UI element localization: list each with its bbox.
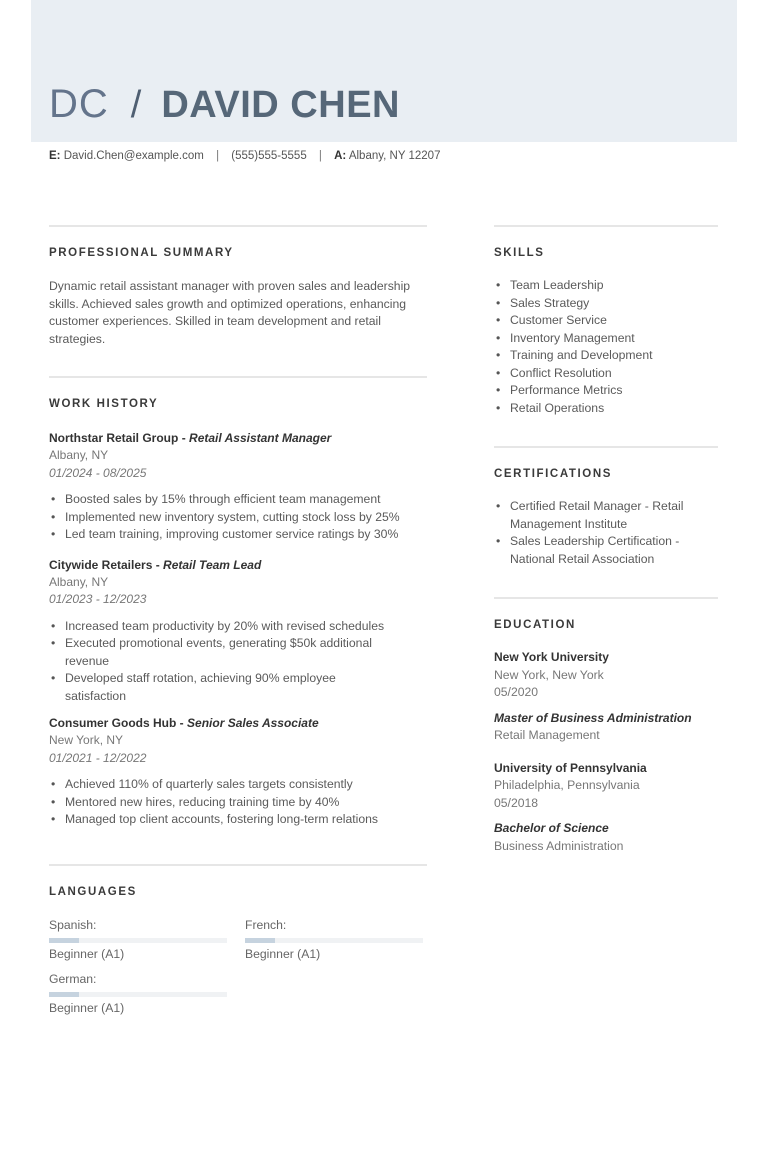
- skill-item: • Performance Metrics: [494, 382, 718, 400]
- job-bullet: • Managed top client accounts, fostering long-term relations: [49, 811, 427, 829]
- job-dash: -: [152, 557, 164, 572]
- job-dates: 01/2023 - 12/2023: [49, 592, 147, 606]
- job-bullet: • Achieved 110% of quarterly sales targets consistently: [49, 776, 427, 794]
- job-bullet: • Led team training, improving customer service ratings by 30%: [49, 526, 427, 544]
- edu-location: New York, New York: [494, 667, 604, 682]
- language-name: Spanish:: [49, 917, 97, 932]
- address-label: A:: [334, 150, 347, 162]
- section-divider: [49, 864, 427, 866]
- job-dates: 01/2021 - 12/2022: [49, 750, 147, 765]
- section-divider: [494, 225, 718, 227]
- job-role: Retail Assistant Manager: [189, 431, 332, 445]
- skills-list: [494, 277, 718, 417]
- languages-grid: [49, 917, 427, 1017]
- job-role: Senior Sales Associate: [187, 716, 319, 730]
- language-bar: [245, 938, 423, 943]
- language-name: German:: [49, 971, 97, 986]
- certification-item: • Certified Retail Manager - Retail Management Institute: [494, 498, 718, 533]
- email[interactable]: David.Chen@example.com: [63, 150, 204, 162]
- certifications-title: CERTIFICATIONS: [494, 468, 613, 480]
- language-level: Beginner (A1): [245, 946, 321, 961]
- job-company: Consumer Goods Hub: [49, 716, 177, 730]
- job-bullet: • Boosted sales by 15% through efficient team management: [49, 491, 427, 509]
- left-column: [49, 225, 427, 1017]
- job-dash: -: [176, 716, 188, 730]
- name-divider: /: [130, 84, 142, 126]
- work-history-title: WORK HISTORY: [49, 398, 159, 410]
- edu-field: Business Administration: [494, 838, 624, 853]
- education-entry: [494, 760, 718, 856]
- language-bar: [49, 938, 227, 943]
- language-bar-fill: [49, 938, 79, 943]
- job-dates: 01/2024 - 08/2025: [49, 465, 147, 480]
- section-divider: [49, 376, 427, 378]
- contact-separator: |: [216, 150, 220, 162]
- job-location: Albany, NY: [49, 448, 109, 462]
- job-company: Northstar Retail Group: [49, 431, 179, 445]
- education-entry: [494, 649, 718, 745]
- summary-text: Dynamic retail assistant manager with proven sales and leadership skills. Achieved sales growth and optimized operations, enhancing customer experiences. Skilled in team development and retail strategies.: [49, 279, 411, 346]
- job-bullet: • Mentored new hires, reducing training time by 40%: [49, 794, 427, 812]
- language-item: [245, 917, 427, 963]
- initials: DC: [49, 82, 109, 126]
- address: Albany, NY 12207: [348, 150, 441, 162]
- job-bullet: • Developed staff rotation, achieving 90% employee satisfaction: [49, 670, 387, 705]
- edu-location: Philadelphia, Pennsylvania: [494, 778, 640, 792]
- education-title: EDUCATION: [494, 619, 576, 631]
- job-bullet: • Implemented new inventory system, cutting stock loss by 25%: [49, 509, 427, 527]
- language-bar-fill: [49, 992, 79, 997]
- section-divider: [494, 597, 718, 599]
- section-divider: [494, 446, 718, 448]
- language-level: Beginner (A1): [49, 1000, 125, 1015]
- job-bullet: • Executed promotional events, generating $50k additional revenue: [49, 635, 387, 670]
- name-line: [49, 82, 400, 130]
- phone[interactable]: (555)555-5555: [231, 150, 307, 162]
- edu-degree: Bachelor of Science: [494, 821, 609, 835]
- job-bullets: [49, 491, 427, 544]
- job-location: Albany, NY: [49, 574, 109, 589]
- contact-separator: |: [318, 150, 322, 162]
- job-entry: [49, 715, 427, 829]
- languages-title: LANGUAGES: [49, 885, 137, 898]
- section-divider: [49, 225, 427, 227]
- edu-date: 05/2020: [494, 685, 539, 699]
- skill-item: • Sales Strategy: [494, 295, 718, 313]
- skills-title: SKILLS: [494, 247, 545, 259]
- job-entry: [49, 430, 427, 544]
- job-location: New York, NY: [49, 733, 124, 747]
- job-dash: -: [178, 431, 190, 445]
- skill-item: • Team Leadership: [494, 277, 718, 295]
- edu-degree: Master of Business Administration: [494, 710, 692, 725]
- job-heading: [49, 715, 427, 732]
- right-column: [494, 225, 718, 855]
- language-item: [49, 917, 245, 963]
- job-bullets: [49, 618, 427, 706]
- skill-item: • Customer Service: [494, 312, 718, 330]
- job-bullets: [49, 776, 427, 829]
- skill-item: • Training and Development: [494, 347, 718, 365]
- certifications-list: [494, 498, 718, 568]
- skill-item: • Inventory Management: [494, 330, 718, 348]
- edu-date: 05/2018: [494, 795, 539, 810]
- certification-item: • Sales Leadership Certification - National Retail Association: [494, 533, 718, 568]
- email-label: E:: [49, 150, 61, 162]
- skill-item: • Conflict Resolution: [494, 365, 718, 383]
- job-heading: [49, 557, 427, 574]
- contact-line: [49, 150, 440, 162]
- job-entry: [49, 557, 427, 706]
- summary-title: PROFESSIONAL SUMMARY: [49, 247, 234, 259]
- language-item: [49, 971, 245, 1017]
- edu-field: Retail Management: [494, 728, 600, 742]
- language-level: Beginner (A1): [49, 946, 125, 961]
- language-name: French:: [245, 917, 287, 932]
- job-heading: [49, 430, 427, 447]
- skill-item: • Retail Operations: [494, 400, 718, 418]
- job-bullet: • Increased team productivity by 20% with revised schedules: [49, 618, 387, 636]
- edu-school: New York University: [494, 650, 609, 664]
- language-bar: [49, 992, 227, 997]
- edu-school: University of Pennsylvania: [494, 760, 647, 775]
- language-bar-fill: [245, 938, 275, 943]
- job-role: Retail Team Lead: [163, 557, 262, 572]
- job-company: Citywide Retailers: [49, 557, 153, 572]
- full-name: DAVID CHEN: [161, 84, 400, 126]
